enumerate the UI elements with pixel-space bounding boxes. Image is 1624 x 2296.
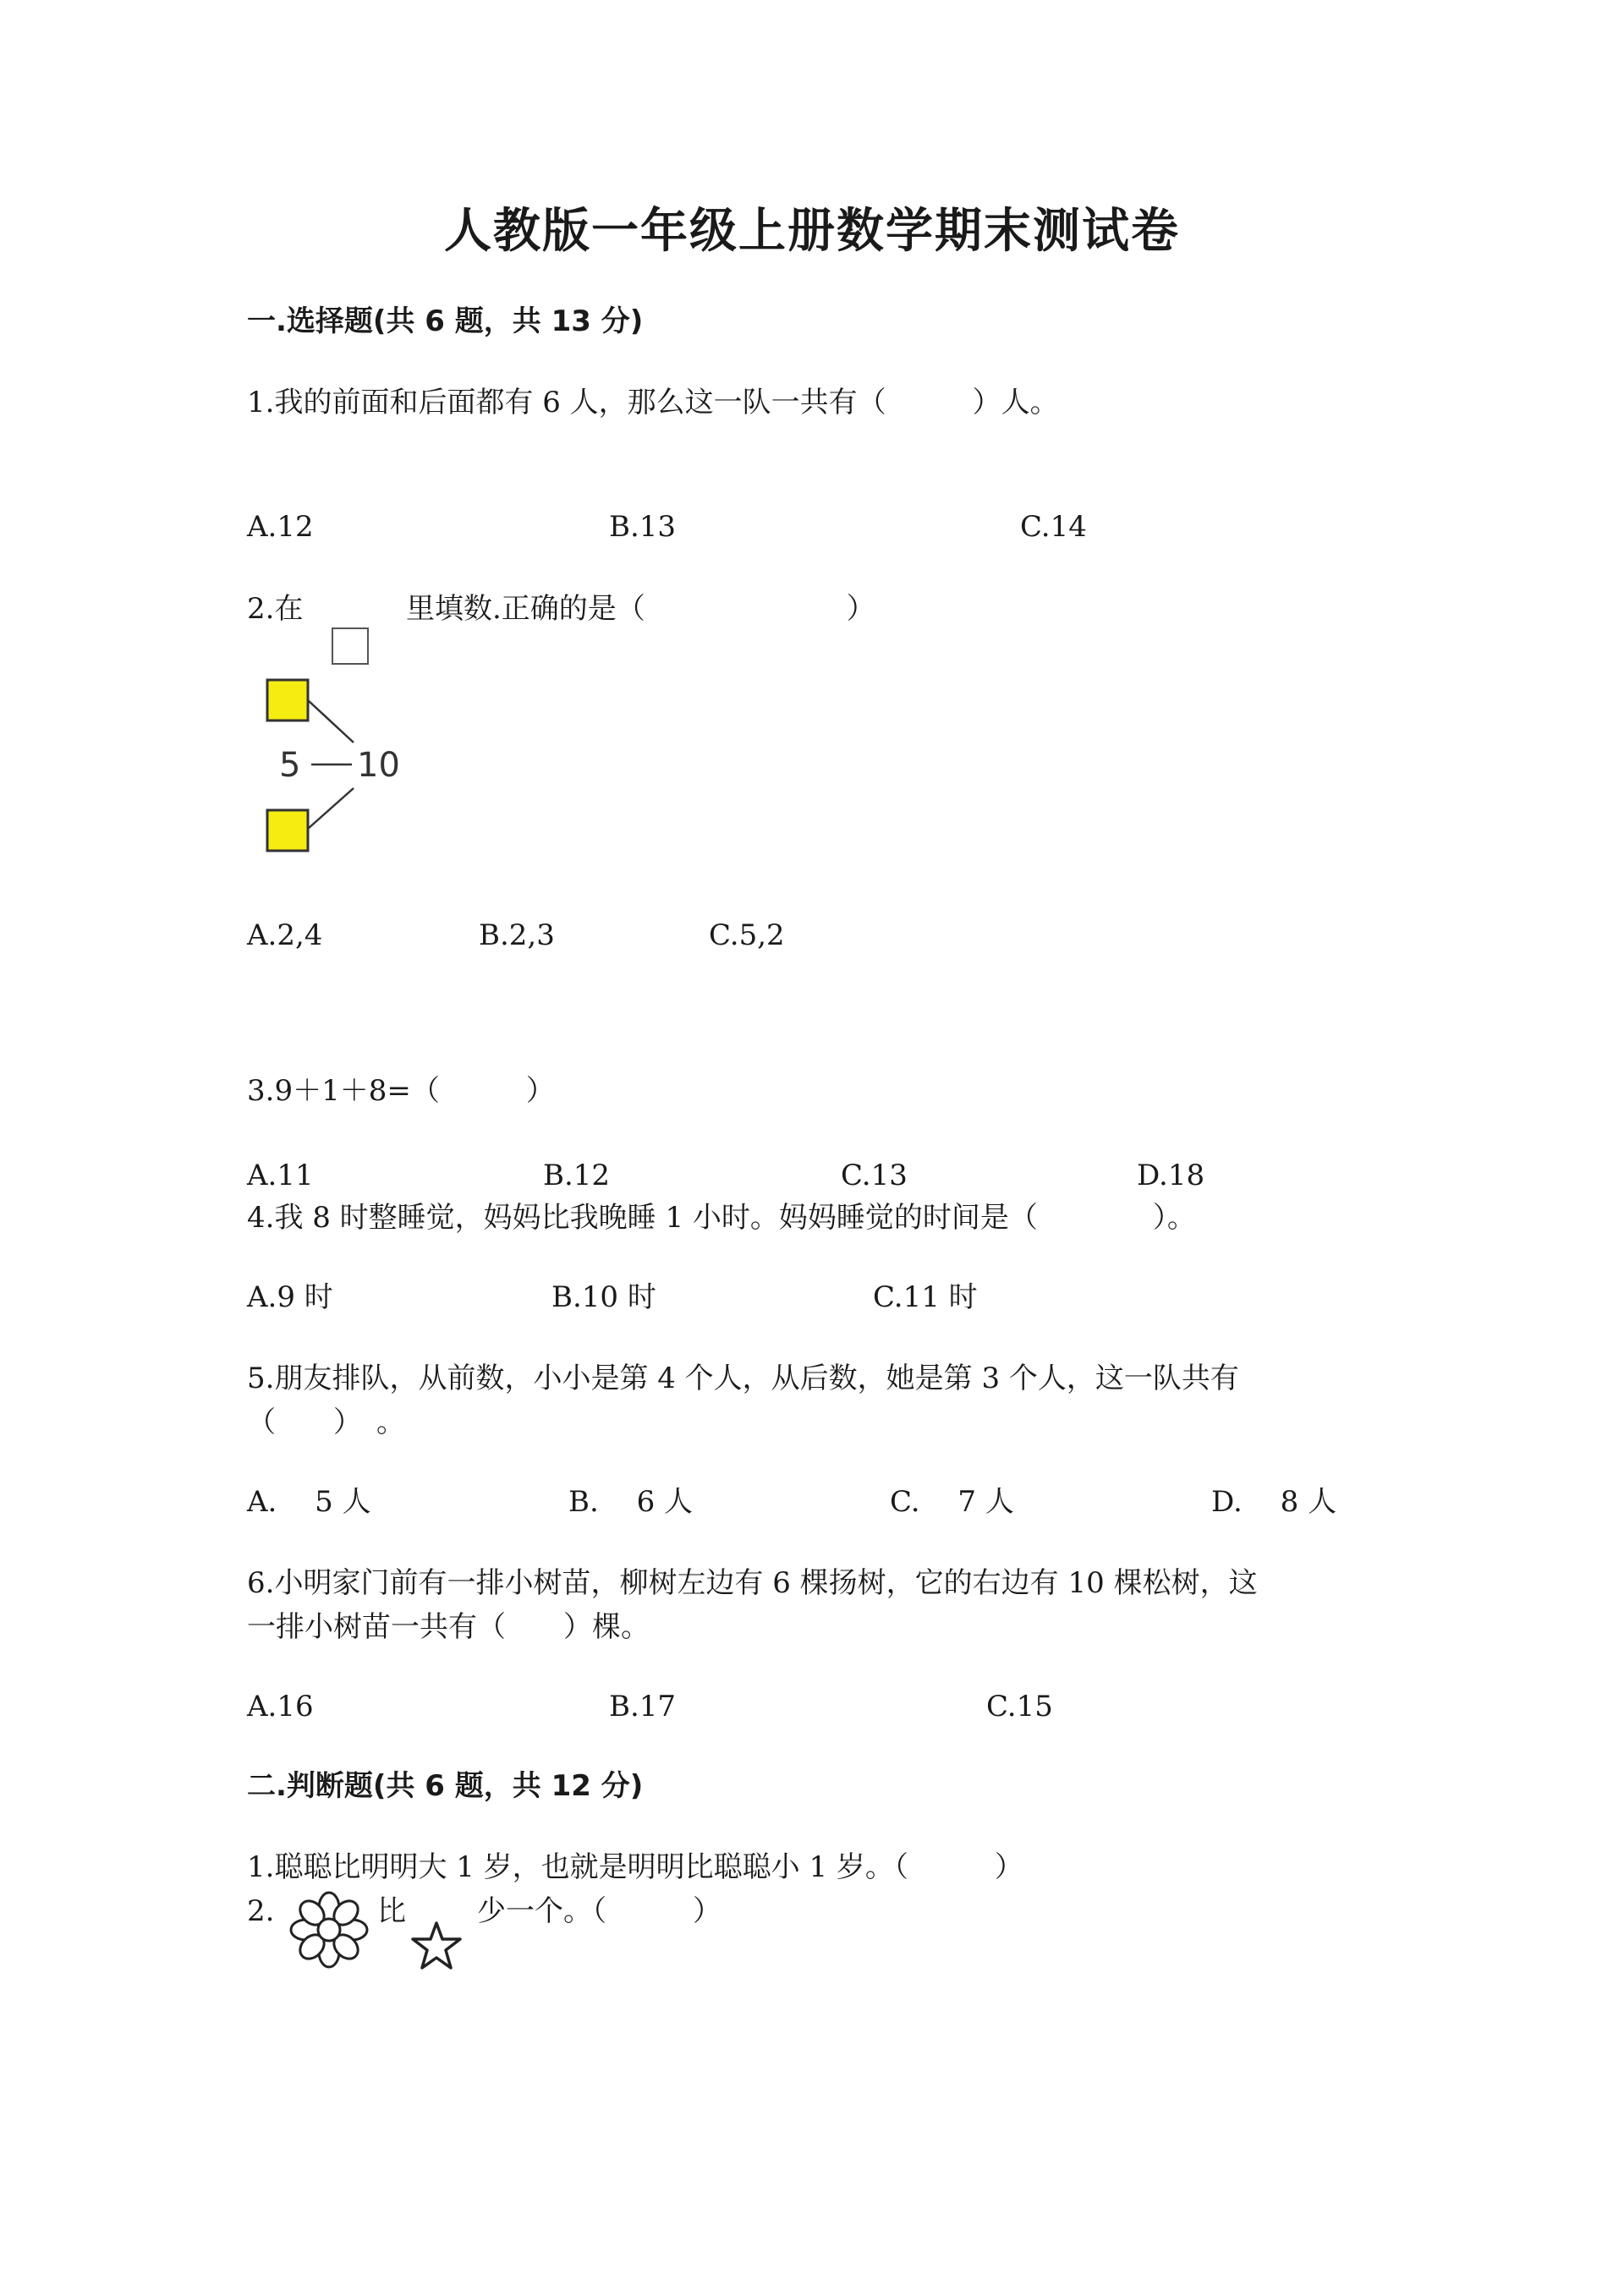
judgement-2-suffix: 少一个。（ ） (477, 1894, 721, 1928)
diagram-left-number: 5 (279, 746, 301, 785)
q2-option-a: A.2,4 (247, 918, 323, 952)
page-title: 人教版一年级上册数学期末测试卷 (444, 203, 1180, 259)
question-3-text: 3.9＋1＋8=（ ） (247, 1074, 555, 1108)
question-6-line-1: 6.小明家门前有一排小树苗，柳树左边有 6 棵扬树，它的右边有 10 棵松树，这 (247, 1566, 1258, 1600)
question-4-text: 4.我 8 时整睡觉，妈妈比我晚睡 1 小时。妈妈睡觉的时间是（ ）。 (247, 1201, 1196, 1235)
q1-option-b: B.13 (609, 510, 677, 544)
question-1-text: 1.我的前面和后面都有 6 人，那么这一队一共有（ ）人。 (247, 386, 1059, 419)
q5-option-a: A. 5 人 (247, 1485, 371, 1519)
q5-option-d: D. 8 人 (1211, 1485, 1337, 1519)
q4-option-b: B.10 时 (551, 1280, 656, 1314)
question-2-prefix: 2.在 (247, 592, 304, 626)
section-heading-choice: 一.选择题(共 6 题，共 13 分) (247, 304, 644, 338)
q3-option-a: A.11 (247, 1159, 314, 1192)
judgement-1-text: 1.聪聪比明明大 1 岁，也就是明明比聪聪小 1 岁。（ ） (247, 1850, 1023, 1884)
judgement-2-prefix: 2. (247, 1894, 275, 1928)
q3-option-d: D.18 (1137, 1159, 1205, 1192)
q1-option-c: C.14 (1020, 510, 1087, 544)
judgement-2-compare-word: 比 (377, 1894, 406, 1928)
diagram-right-number: 10 (357, 746, 400, 785)
top-yellow-box (267, 680, 308, 721)
q2-option-b: B.2,3 (479, 918, 555, 952)
q1-option-a: A.12 (247, 510, 314, 544)
flower-icon (283, 1889, 376, 1970)
q5-option-c: C. 7 人 (890, 1485, 1014, 1519)
q5-option-b: B. 6 人 (568, 1485, 694, 1519)
q2-option-c: C.5,2 (709, 918, 785, 952)
bottom-connector-line (308, 788, 354, 829)
answer-box-icon (332, 627, 369, 665)
question-5-line-1: 5.朋友排队，从前数，小小是第 4 个人，从后数，她是第 3 个人，这一队共有 (247, 1362, 1239, 1395)
q4-option-a: A.9 时 (247, 1280, 333, 1314)
star-icon (409, 1920, 464, 1972)
bottom-yellow-box (267, 810, 308, 851)
question-6-line-2: 一排小树苗一共有（ ）棵。 (247, 1610, 650, 1644)
q6-option-b: B.17 (609, 1690, 677, 1723)
top-connector-line (308, 700, 354, 743)
q3-option-b: B.12 (543, 1159, 611, 1192)
question-5-line-2: （ ） 。 (247, 1406, 405, 1439)
q4-option-c: C.11 时 (873, 1280, 978, 1314)
q6-option-a: A.16 (247, 1690, 314, 1723)
q3-option-c: C.13 (841, 1159, 908, 1192)
decomposition-diagram (247, 668, 425, 871)
section-heading-judgement: 二.判断题(共 6 题，共 12 分) (247, 1769, 644, 1803)
question-2-suffix: 里填数.正确的是（ ） (406, 592, 875, 626)
q6-option-c: C.15 (986, 1690, 1053, 1723)
